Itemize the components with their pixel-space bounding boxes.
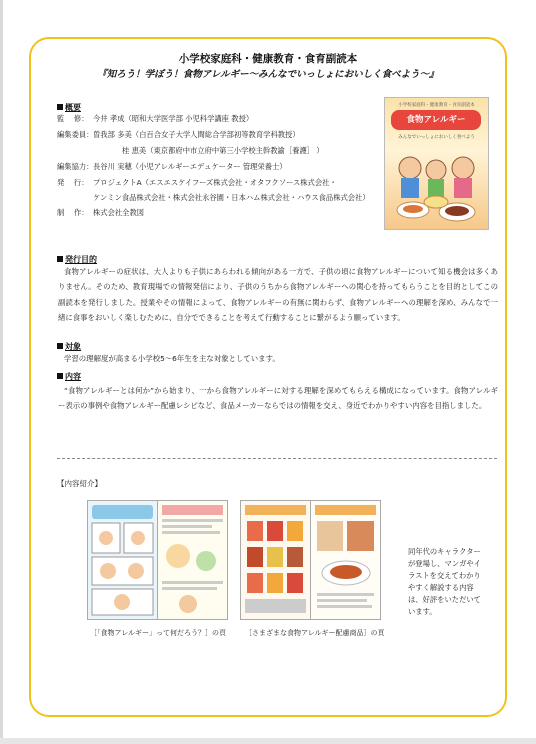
book-cover-image	[384, 97, 489, 230]
side-note: 同年代のキャラクターが登場し、マンガやイラストを交えてわかりやすく解説する内容は、好評をいただいています。	[408, 547, 481, 616]
section-divider	[57, 458, 497, 459]
content-heading: 内容	[57, 371, 81, 382]
cover-subtitle: みんなでいっしょにおいしく食べよう	[398, 135, 475, 140]
document-subtitle: 『知ろう！学ぼう！食物アレルギー～みんなでいっしょにおいしく食べよう～』	[97, 69, 439, 80]
manga-illustration	[88, 501, 157, 619]
cover-title: 食物アレルギー	[391, 110, 481, 130]
purpose-heading: 発行目的	[57, 254, 97, 265]
overview-label: 編集委員：	[57, 130, 94, 139]
overview-value: 今井 孝成（昭和大学医学部 小児科学講座 教授）	[93, 114, 254, 123]
overview-label: 発 行：	[57, 178, 89, 187]
explanation-illustration	[158, 501, 227, 619]
overview-label: 監 修：	[57, 114, 89, 123]
sample-page-left-1	[87, 500, 158, 620]
overview-heading: 概要	[57, 102, 81, 113]
overview-label: 編集協力：	[57, 162, 94, 171]
cover-illustration	[385, 98, 488, 229]
intro-label: 【内容紹介】	[57, 479, 102, 488]
bullet-square-icon	[57, 256, 63, 262]
content-body: “食物アレルギーとは何か”から始まり、一から食物アレルギーに対する理解を深めてもらえる構成になっています。食物アレルギー表示の事例や食物アレルギー配慮レシピなど、食品メーカーならではの情報を交え、身近でわかりやすい内容を目指しました。	[58, 386, 498, 411]
recipe-illustration	[311, 501, 380, 619]
target-heading: 対象	[57, 341, 81, 352]
sample-page-left-2	[240, 500, 311, 620]
overview-value: 曽我部 多美（白百合女子大学人間総合学部初等教育学科教授）	[93, 130, 300, 139]
overview-value: プロジェクトA（エスエスケイフーズ株式会社・オタフクソース株式会社・	[93, 178, 337, 187]
page-bottom-edge	[0, 738, 536, 744]
document-title: 小学校家庭科・健康教育・食育副読本	[178, 53, 358, 65]
overview-value: 桂 恵美（東京都府中市立府中第三小学校主幹教諭［養護］ ）	[122, 146, 324, 155]
purpose-body: 食物アレルギーの症状は、大人よりも子供にあらわれる傾向がある一方で、子供の頃に食物アレルギーについて知る機会は多くありません。そのため、教育現場での情報発信により、子供のうちから食物アレルギーへの関心を持ってもらうことを目的としてこの副読本を発行しました。授業やその情報によって、食物アレルギーの有無に関わらず、食物アレルギーへの理解を深め、みんなで一緒に食事をおいしく楽しむために、自分でできることを考えて行動することに繋がるよう願っています。	[58, 267, 498, 323]
bullet-square-icon	[57, 343, 63, 349]
overview-value: ケンミン食品株式会社・株式会社永谷園・日本ハム株式会社・ハウス食品株式会社）	[93, 193, 370, 202]
caption-right: ［さまざまな食物アレルギー配慮商品］の頁	[245, 629, 385, 637]
target-body: 学習の理解度が高まる小学校5～6年生を主な対象としています。	[64, 354, 280, 363]
overview-value: 株式会社全教図	[93, 208, 145, 217]
cover-series: 小学校家庭科・健康教育・食育副読本	[398, 103, 475, 108]
caption-left: ［「食物アレルギー」って何だろう？］の頁	[90, 629, 227, 637]
overview-label: 制 作：	[57, 208, 89, 217]
sample-page-right-2	[310, 500, 381, 620]
page-left-edge	[0, 0, 3, 744]
sample-page-right-1	[157, 500, 228, 620]
bullet-square-icon	[57, 373, 63, 379]
overview-value: 長谷川 実穂（小児アレルギーエデュケーター 管理栄養士）	[93, 162, 287, 171]
bullet-square-icon	[57, 104, 63, 110]
products-illustration	[241, 501, 310, 619]
